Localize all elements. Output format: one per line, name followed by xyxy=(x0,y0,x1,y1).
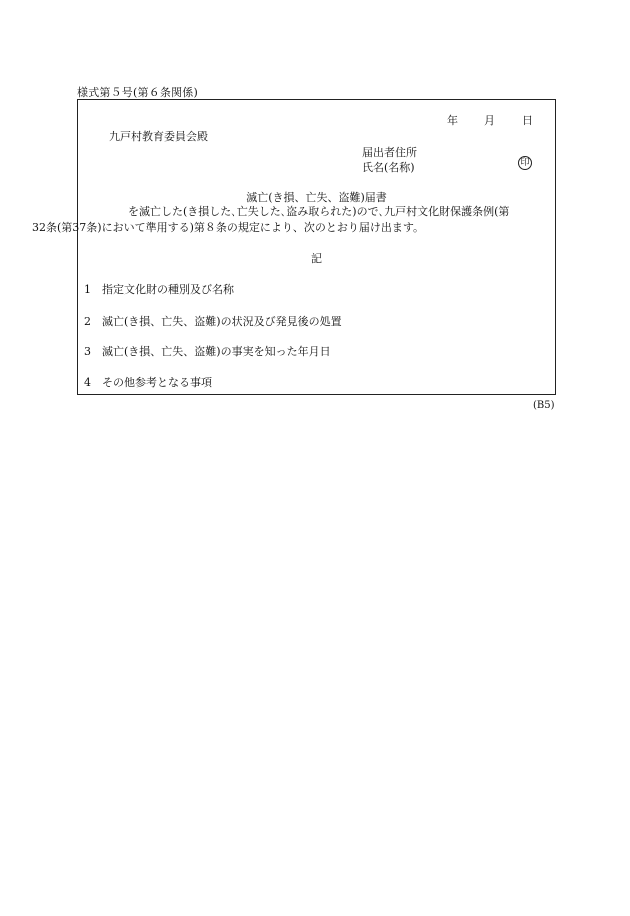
document-title: 滅亡(き損、亡失、盗難)届書 xyxy=(246,191,387,204)
date-day-label: 日 xyxy=(522,114,533,127)
item-text: 滅亡(き損、亡失、盗難)の事実を知った年月日 xyxy=(102,345,331,358)
seal-icon: 印 xyxy=(518,156,532,170)
applicant-name-label: 氏名(名称) xyxy=(362,161,415,174)
item-number: 2 xyxy=(84,315,91,328)
form-label: 様式第５号(第６条関係) xyxy=(77,86,198,99)
note-heading: 記 xyxy=(311,252,322,265)
form-frame xyxy=(32,99,556,395)
list-item xyxy=(84,343,331,359)
document-body xyxy=(32,204,555,236)
date-month-label: 月 xyxy=(484,114,495,127)
item-number: 1 xyxy=(84,283,91,296)
item-number: 3 xyxy=(84,345,91,358)
body-line-2: 32条(第37条)において準用する)第８条の規定により、次のとおり届け出ます。 xyxy=(32,221,424,234)
list-item xyxy=(84,313,342,329)
item-text: 滅亡(き損、亡失、盗難)の状況及び発見後の処置 xyxy=(102,315,342,328)
item-text: その他参考となる事項 xyxy=(102,376,212,389)
item-number: 4 xyxy=(84,376,91,389)
date-year-label: 年 xyxy=(447,114,458,127)
paper-size-label: (B5) xyxy=(533,400,555,411)
addressee: 九戸村教育委員会殿 xyxy=(109,130,208,143)
item-text: 指定文化財の種別及び名称 xyxy=(102,283,234,296)
list-item xyxy=(84,281,234,297)
body-line-1: を滅亡した(き損した､亡失した､盗み取られた)ので､九戸村文化財保護条例(第 xyxy=(128,205,510,218)
list-item xyxy=(84,374,212,390)
applicant-address-label: 届出者住所 xyxy=(362,146,417,159)
